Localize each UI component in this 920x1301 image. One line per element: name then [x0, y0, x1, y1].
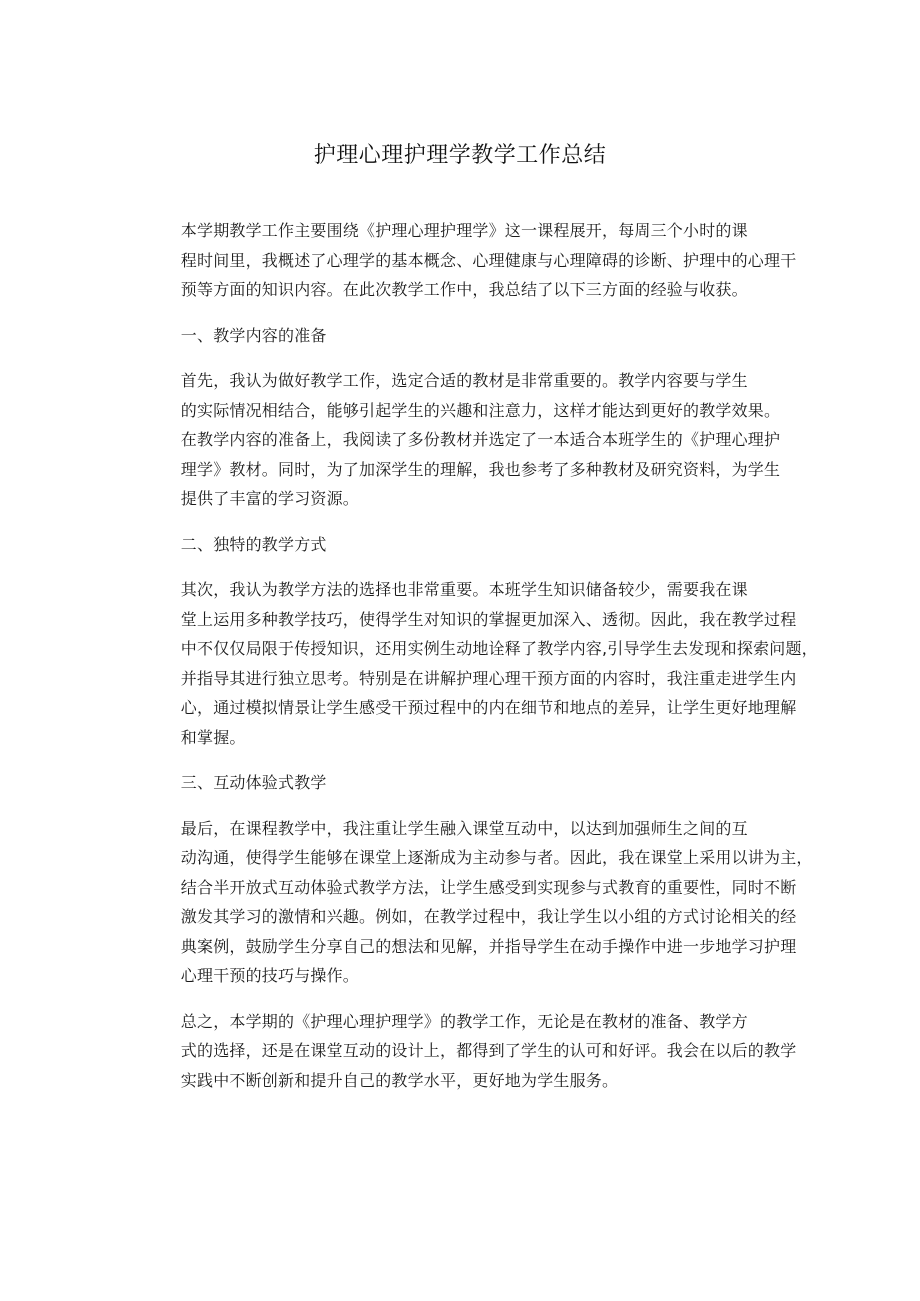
section-2-paragraph	[136, 575, 818, 752]
text-line: 中不仅仅局限于传授知识，还用实例生动地诠释了教学内容,引导学生去发现和探索问题，	[180, 639, 818, 658]
text-line: 结合半开放式互动体验式教学方法，让学生感受到实现参与式教育的重要性，同时不断	[180, 877, 797, 897]
text-line: 式的选择，还是在课堂互动的设计上，都得到了学生的认可和好评。我会在以后的教学	[180, 1041, 797, 1060]
text-line: 最后，在课程教学中，我注重让学生融入课堂互动中，以达到加强师生之间的互	[180, 818, 748, 838]
text-line: 在教学内容的准备上，我阅读了多份教材并选定了一本适合本班学生的《护理心理护	[180, 430, 781, 449]
text-line: 预等方面的知识内容。在此次教学工作中，我总结了以下三方面的经验与收获。	[180, 280, 748, 299]
document-title: 护理心理护理学教学工作总结	[313, 143, 607, 168]
conclusion-paragraph	[136, 1007, 797, 1096]
document-body	[136, 216, 818, 1111]
section-heading-2: 二、独特的教学方式	[180, 534, 327, 554]
text-line: 心理干预的技巧与操作。	[180, 966, 359, 985]
text-line: 典案例，鼓励学生分享自己的想法和见解，并指导学生在动手操作中进一步地学习护理	[180, 936, 797, 956]
text-line: 实践中不断创新和提升自己的教学水平，更好地为学生服务。	[180, 1070, 619, 1090]
section-heading-3: 三、互动体验式教学	[180, 773, 327, 792]
text-line: 提供了丰富的学习资源。	[180, 489, 359, 508]
text-line: 心，通过模拟情景让学生感受干预过程中的内在细节和地点的差异，让学生更好地理解	[180, 698, 797, 717]
text-line: 动沟通，使得学生能够在课堂上逐渐成为主动参与者。因此，我在课堂上采用以讲为主，	[180, 848, 813, 867]
text-line: 理学》教材。同时，为了加深学生的理解，我也参考了多种教材及研究资料，为学生	[180, 459, 781, 479]
section-3-paragraph	[136, 814, 813, 991]
section-1-paragraph	[136, 366, 794, 514]
text-line: 程时间里，我概述了心理学的基本概念、心理健康与心理障碍的诊断、护理中的心理干	[180, 250, 797, 270]
text-line: 并指导其进行独立思考。特别是在讲解护理心理干预方面的内容时，我注重走进学生内	[180, 668, 797, 688]
text-line: 堂上运用多种教学技巧，使得学生对知识的掌握更加深入、透彻。因此，我在教学过程	[180, 609, 797, 629]
text-line: 首先，我认为做好教学工作，选定合适的教材是非常重要的。教学内容要与学生	[180, 371, 748, 390]
text-line: 其次，我认为教学方法的选择也非常重要。本班学生知识储备较少，需要我在课	[180, 580, 748, 599]
text-line: 本学期教学工作主要围绕《护理心理护理学》这一课程展开，每周三个小时的课	[180, 221, 748, 240]
text-line: 激发其学习的激情和兴趣。例如，在教学过程中，我让学生以小组的方式讨论相关的经	[180, 907, 797, 926]
intro-paragraph	[136, 216, 797, 305]
text-line: 和掌握。	[180, 727, 246, 747]
text-line: 的实际情况相结合，能够引起学生的兴趣和注意力，这样才能达到更好的教学效果。	[180, 400, 781, 420]
text-line: 总之，本学期的《护理心理护理学》的教学工作，无论是在教材的准备、教学方	[180, 1011, 748, 1031]
section-heading-1: 一、教学内容的准备	[180, 325, 327, 345]
